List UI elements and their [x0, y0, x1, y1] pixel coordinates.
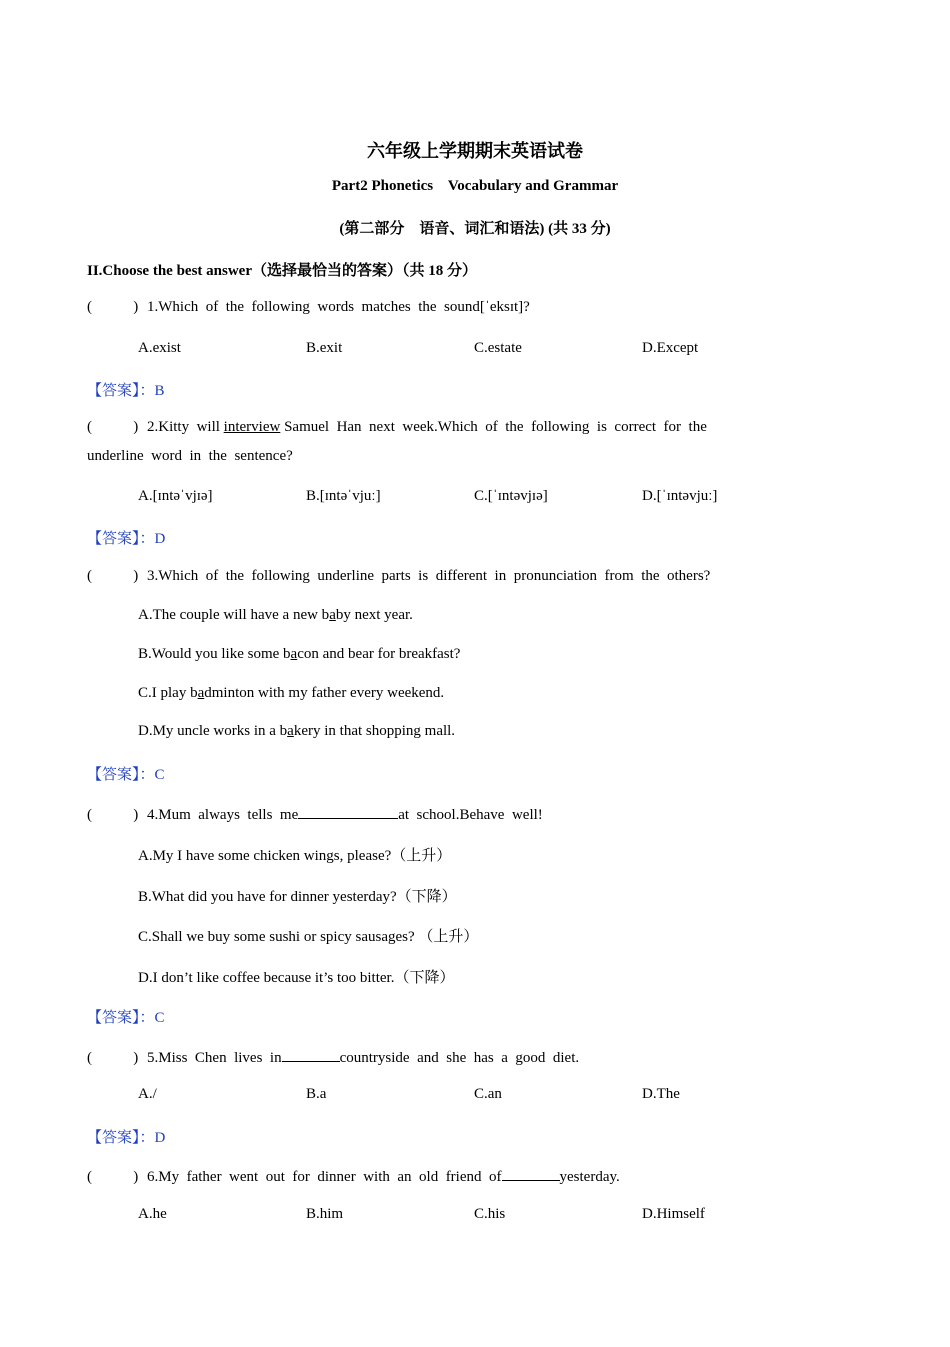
q5-option-c: C.an — [474, 1086, 502, 1102]
q1-option-d: D.Except — [642, 340, 699, 356]
answer-bracket: ( ) — [87, 299, 139, 315]
q4-answer: 【答案】：C — [87, 1010, 165, 1026]
section-heading: II.Choose the best answer（选择最恰当的答案）（共 18 分） — [87, 263, 478, 279]
question-text: 1.Which of the following words matches the sound[ˈeksɪt]? — [147, 299, 530, 315]
q5-option-a: A./ — [138, 1086, 157, 1102]
q3-option-a: A.The couple will have a new baby next year. — [138, 607, 413, 623]
q6-option-a: A.he — [138, 1206, 167, 1222]
q4-option-b: B.What did you have for dinner yesterday?（下降） — [138, 889, 457, 905]
question-text: 3.Which of the following underline parts is different in pronunciation from the others? — [147, 568, 711, 584]
question-4: ( ) 4.Mum always tells me at school.Behave well! — [87, 804, 543, 824]
question-3 — [87, 568, 799, 585]
part-heading: Part2 Phonetics Vocabulary and Grammar — [331, 178, 619, 194]
q4-option-c: C.Shall we buy some sushi or spicy sausages? （上升） — [138, 929, 479, 945]
underlined-word: interview — [223, 419, 281, 435]
question-5: ( ) 5.Miss Chen lives in countryside and she has a good diet. — [87, 1047, 579, 1067]
q2-option-b: B.[ɪntəˈvjuː] — [306, 488, 381, 504]
answer-bracket: ( ) — [87, 1050, 139, 1066]
question-2: ( ) 2.Kitty will interview Samuel Han next week.Which of the following is correct for the — [87, 419, 707, 435]
q3-answer: 【答案】：C — [87, 767, 165, 783]
fill-blank[interactable] — [502, 1166, 560, 1181]
fill-blank[interactable] — [298, 804, 398, 819]
q5-option-d: D.The — [642, 1086, 680, 1102]
answer-bracket: ( ) — [87, 419, 139, 435]
answer-bracket: ( ) — [87, 568, 139, 584]
answer-bracket: ( ) — [87, 1169, 139, 1185]
q1-option-a: A.exist — [138, 340, 181, 356]
q5-answer: 【答案】：D — [87, 1130, 166, 1146]
q3-option-d: D.My uncle works in a bakery in that shopping mall. — [138, 723, 456, 739]
fill-blank[interactable] — [282, 1047, 340, 1062]
question-2-line2: underline word in the sentence? — [87, 448, 293, 464]
question-1 — [87, 299, 799, 316]
q1-option-b: B.exit — [306, 340, 343, 356]
exam-title: 六年级上学期期末英语试卷 — [367, 141, 583, 161]
part-heading-cn: (第二部分 语音、词汇和语法) (共 33 分) — [339, 221, 611, 237]
q6-option-b: B.him — [306, 1206, 344, 1222]
q5-option-b: B.a — [306, 1086, 327, 1102]
q3-option-c: C.I play badminton with my father every weekend. — [138, 685, 445, 701]
q1-answer: 【答案】：B — [87, 383, 165, 399]
q4-option-d: D.I don’t like coffee because it’s too bitter.（下降） — [138, 970, 455, 986]
question-6: ( ) 6.My father went out for dinner with an old friend of yesterday. — [87, 1166, 620, 1186]
q6-option-c: C.his — [474, 1206, 506, 1222]
q3-option-b: B.Would you like some bacon and bear for breakfast? — [138, 646, 461, 662]
q6-option-d: D.Himself — [642, 1206, 705, 1222]
q4-option-a: A.My I have some chicken wings, please?（上升） — [138, 848, 452, 864]
q2-answer: 【答案】：D — [87, 531, 166, 547]
q2-option-a: A.[ɪntəˈvjɪə] — [138, 488, 213, 504]
q2-option-d: D.[ˈɪntəvjuː] — [642, 488, 718, 504]
q2-option-c: C.[ˈɪntəvjɪə] — [474, 488, 548, 504]
q1-option-c: C.estate — [474, 340, 522, 356]
answer-bracket: ( ) — [87, 807, 139, 823]
